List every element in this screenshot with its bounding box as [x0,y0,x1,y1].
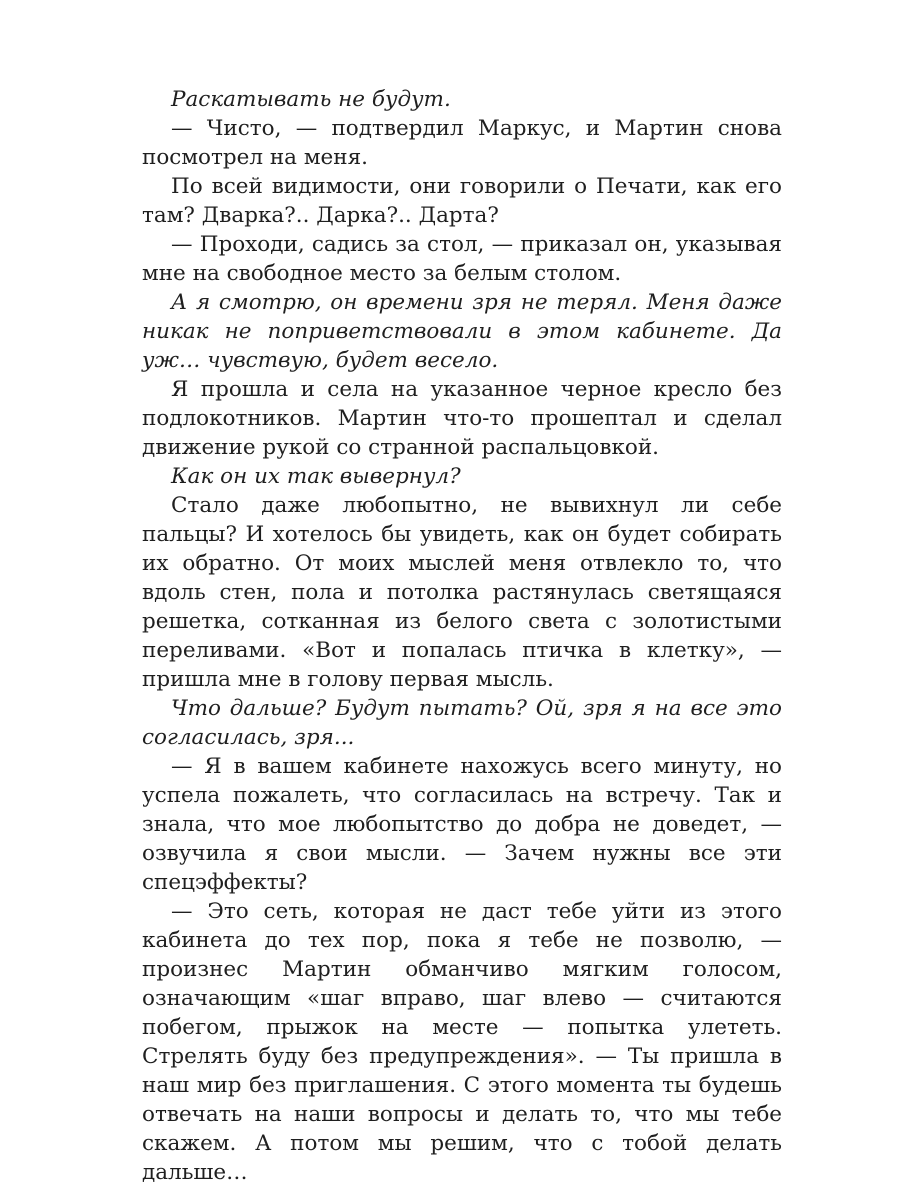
paragraph-10: — Я в вашем кабинете нахожусь всего минуту, но успела пожалеть, что согласилась на встречу. Так и знала, что мое любопытство до добра не доведет, — озвучила я свои мысли. — Зачем нужны все эти спецэффекты? [142,754,782,895]
paragraph-7: Как он их так вывернул? [171,464,461,489]
paragraph-6: Я прошла и села на указанное черное кресло без подлокотников. Мартин что-то прошептал и сделал движение рукой со странной распальцовкой. [142,377,782,460]
paragraph-9: Что дальше? Будут пытать? Ой, зря я на все это согласилась, зря... [142,696,782,750]
paragraph-3: По всей видимости, они говорили о Печати, как его там? Дварка?.. Дарка?.. Дарта? [142,174,782,228]
body-text [142,85,782,1187]
paragraph-11: — Это сеть, которая не даст тебе уйти из этого кабинета до тех пор, пока я тебе не позволю, — произнес Мартин обманчиво мягким голосом, означающим «шаг вправо, шаг влево — считаются побегом, прыжок на месте — попытка улететь. Стрелять буду без предупреждения». — Ты пришла в наш мир без приглашения. С этого момента ты будешь отвечать на наши вопросы и делать то, что мы тебе скажем. А потом мы решим, что с тобой делать дальше… [142,899,782,1185]
paragraph-2: — Чисто, — подтвердил Маркус, и Мартин снова посмотрел на меня. [142,116,782,170]
paragraph-5: А я смотрю, он времени зря не терял. Меня даже никак не поприветствовали в этом кабинете. Да уж… чувствую, будет весело. [142,290,782,373]
paragraph-8: Стало даже любопытно, не вывихнул ли себе пальцы? И хотелось бы увидеть, как он будет собирать их обратно. От моих мыслей меня отвлекло то, что вдоль стен, пола и потолка растянулась светящаяся решетка, сотканная из белого света с золотистыми переливами. «Вот и попалась птичка в клетку», — пришла мне в голову первая мысль. [142,493,782,692]
paragraph-1: Раскатывать не будут. [171,87,451,112]
paragraph-4: — Проходи, садись за стол, — приказал он, указывая мне на свободное место за белым столом. [142,232,782,286]
